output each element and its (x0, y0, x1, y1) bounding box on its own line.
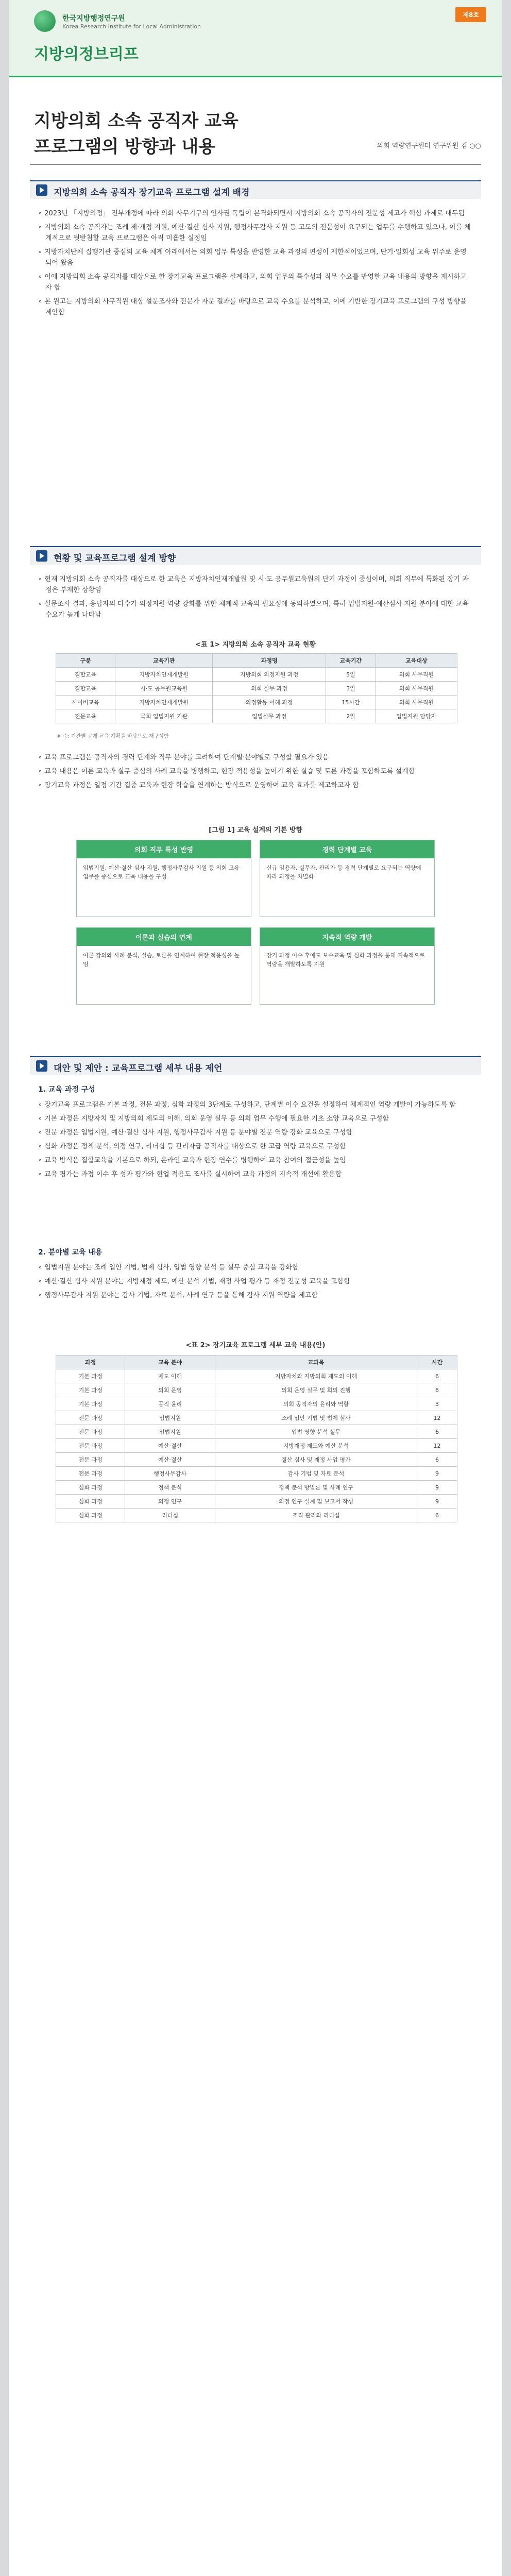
table-header: 교육 분야 (125, 1355, 215, 1369)
table-header: 구분 (56, 654, 115, 668)
table-2-caption: <표 2> 장기교육 프로그램 세부 교육 내용(안) (185, 1342, 326, 1349)
paragraph: ∘ 교육 내용은 이론 교육과 실무 중심의 사례 교육을 병행하고, 현장 적용성을 높이기 위한 실습 및 토론 과정을 포함하도록 설계함 (38, 766, 471, 777)
paragraph: ∘ 현재 지방의회 소속 공직자를 대상으로 한 교육은 지방자치인재개발원 및 시·도 공무원교육원의 단기 과정이 중심이며, 의회 직무에 특화된 장기 과정은 부재한 상황임 (38, 574, 471, 596)
table-row: 심화 과정 리더십 조직 관리와 리더십 6 (56, 1509, 457, 1522)
section-bullet-icon (36, 550, 47, 562)
table-header: 과정 (56, 1355, 125, 1369)
section-bullet-icon (36, 184, 47, 196)
paragraph: ∘ 교육 평가는 과정 이수 후 성과 평가와 현업 적용도 조사를 실시하여 교육 과정의 지속적 개선에 활용함 (38, 1169, 471, 1180)
table-row: 기본 과정 의회 운영 의회 운영 실무 및 회의 진행 6 (56, 1383, 457, 1397)
table-header: 과정명 (213, 654, 326, 668)
paragraph: ∘ 본 원고는 지방의회 사무직원 대상 설문조사와 전문가 자문 결과를 바탕으로 교육 수요를 분석하고, 이에 기반한 장기교육 프로그램의 구성 방향을 제안함 (38, 296, 471, 318)
subsection-heading: 2. 분야별 교육 내용 (38, 1248, 103, 1257)
paragraph: ∘ 입법지원 분야는 조례 입안 기법, 법제 심사, 입법 영향 분석 등 실무 중심 교육을 강화함 (38, 1262, 471, 1273)
table-header: 교과목 (215, 1355, 417, 1369)
title-line-1: 지방의회 소속 공직자 교육 (34, 111, 239, 131)
paragraph: ∘ 행정사무감사 지원 분야는 감사 기법, 자료 분석, 사례 연구 등을 통해 감사 지원 역량을 제고함 (38, 1290, 471, 1301)
table-row: 기본 과정 공직 윤리 의회 공직자의 윤리와 역할 3 (56, 1397, 457, 1411)
paragraph: ∘ 예산·결산 심사 지원 분야는 지방재정 제도, 예산 분석 기법, 재정 사업 평가 등 재정 전문성 교육을 포함함 (38, 1276, 471, 1287)
paragraph: ∘ 교육 방식은 집합교육을 기본으로 하되, 온라인 교육과 현장 연수를 병행하여 교육 참여의 접근성을 높임 (38, 1155, 471, 1166)
section-2-body-2 (38, 752, 471, 794)
title-line-2: 프로그램의 방향과 내용 (34, 137, 216, 157)
subsection-heading: 1. 교육 과정 구성 (38, 1086, 95, 1094)
section-heading-3: 대안 및 제안 : 교육프로그램 세부 내용 제언 (30, 1056, 481, 1075)
table-row: 전문 과정 예산·결산 결산 심사 및 재정 사업 평가 6 (56, 1453, 457, 1467)
brief-title: 지방의정브리프 (34, 45, 139, 63)
design-box: 의회 직무 특성 반영 입법지원, 예산·결산 심사 지원, 행정사무감사 지원 등 의회 고유 업무를 중심으로 교육 내용을 구성 (76, 840, 251, 917)
table-row: 전문 과정 입법지원 입법 영향 분석 실무 6 (56, 1425, 457, 1439)
table-1 (56, 653, 457, 723)
section-bullet-icon (36, 1060, 47, 1072)
table-row: 심화 과정 의정 연구 의정 연구 설계 및 보고서 작성 9 (56, 1495, 457, 1509)
paragraph: ∘ 2023년 「지방의정」 전부개정에 따라 의회 사무기구의 인사권 독립이 본격화되면서 지방의회 소속 공직자의 전문성 제고가 핵심 과제로 대두됨 (38, 208, 471, 219)
paragraph: ∘ 교육 프로그램은 공직자의 경력 단계와 직무 분야를 고려하여 단계별·분야별로 구성할 필요가 있음 (38, 752, 471, 763)
table-row: 전문 과정 입법지원 조례 입안 기법 및 법제 심사 12 (56, 1411, 457, 1425)
section-heading-2: 현황 및 교육프로그램 설계 방향 (30, 546, 481, 565)
table-2 (56, 1355, 457, 1522)
paragraph: ∘ 지방자치단체 집행기관 중심의 교육 체계 아래에서는 의회 업무 특성을 반영한 교육 과정의 편성이 제한적이었으며, 단기·일회성 교육 위주로 운영되어 왔음 (38, 247, 471, 268)
paragraph: ∘ 전문 과정은 입법지원, 예산·결산 심사 지원, 행정사무감사 지원 등 분야별 전문 역량 강화 교육으로 구성함 (38, 1127, 471, 1138)
table-1-note: ※ 주: 기관별 공개 교육 계획을 바탕으로 재구성함 (57, 734, 169, 739)
paragraph: ∘ 심화 과정은 정책 분석, 의정 연구, 리더십 등 관리자급 공직자를 대상으로 한 고급 역량 교육으로 구성함 (38, 1141, 471, 1152)
org-subtitle: Korea Research Institute for Local Administration (62, 23, 201, 30)
org-name: 한국지방행정연구원 (62, 14, 125, 23)
org-logo (34, 10, 201, 32)
table-row: 심화 과정 정책 분석 정책 분석 방법론 및 사례 연구 9 (56, 1481, 457, 1495)
paragraph: ∘ 기본 과정은 지방자치 및 지방의회 제도의 이해, 의회 운영 실무 등 의회 업무 수행에 필요한 기초 소양 교육으로 구성함 (38, 1113, 471, 1124)
header (9, 0, 502, 77)
paragraph: ∘ 지방의회 소속 공직자는 조례 제·개정 지원, 예산·결산 심사 지원, 행정사무감사 지원 등 고도의 전문성이 요구되는 업무를 수행하고 있으나, 이를 체계적으로 뒷받침할 교육 프로그램은 아직 미흡한 실정임 (38, 222, 471, 244)
design-box: 경력 단계별 교육 신규 임용자, 실무자, 관리자 등 경력 단계별로 요구되는 역량에 따라 과정을 차별화 (260, 840, 435, 917)
document-sheet (9, 0, 502, 2576)
table-row: 집합교육 지방자치인재개발원 지방의회 의정지원 과정 5일 의회 사무직원 (56, 668, 457, 682)
figure-1-caption: [그림 1] 교육 설계의 기본 방향 (209, 826, 302, 834)
table-1-caption: <표 1> 지방의회 소속 공직자 교육 현황 (195, 641, 316, 649)
issue-badge: 제8호 (455, 7, 486, 22)
table-header: 시간 (417, 1355, 457, 1369)
design-box: 이론과 실습의 연계 이론 강의와 사례 분석, 실습, 토론을 연계하여 현장 적용성을 높임 (76, 927, 251, 1005)
table-row: 집합교육 시·도 공무원교육원 의회 실무 과정 3일 의회 사무직원 (56, 682, 457, 696)
design-box: 지속적 역량 개발 장기 과정 이수 후에도 보수교육 및 심화 과정을 통해 지속적으로 역량을 개발하도록 지원 (260, 927, 435, 1005)
divider (30, 164, 481, 165)
section-1-body (38, 208, 471, 321)
section-3-body (38, 1099, 471, 1183)
paragraph: ∘ 장기교육 프로그램은 기본 과정, 전문 과정, 심화 과정의 3단계로 구성하고, 단계별 이수 요건을 설정하여 체계적인 역량 개발이 가능하도록 함 (38, 1099, 471, 1110)
author: 의회 역량연구센터 연구위원 김 ○○ (377, 142, 481, 150)
table-row: 전문 과정 행정사무감사 감사 기법 및 자료 분석 9 (56, 1467, 457, 1481)
paragraph: ∘ 설문조사 결과, 응답자의 다수가 의정지원 역량 강화를 위한 체계적 교육의 필요성에 동의하였으며, 특히 입법지원·예산심사 지원 분야에 대한 교육 수요가 높게 나타남 (38, 599, 471, 620)
table-row: 사이버교육 지방자치인재개발원 의정활동 이해 과정 15시간 의회 사무직원 (56, 696, 457, 709)
paragraph: ∘ 장기교육 과정은 일정 기간 집중 교육과 현장 학습을 연계하는 방식으로 운영하여 교육 효과를 제고하고자 함 (38, 780, 471, 791)
paragraph: ∘ 이에 지방의회 소속 공직자를 대상으로 한 장기교육 프로그램을 설계하고, 의회 업무의 특수성과 직무 수요를 반영한 교육 내용의 방향을 제시하고자 함 (38, 272, 471, 293)
logo-icon (34, 10, 56, 32)
table-header: 교육기관 (115, 654, 213, 668)
table-header: 교육기간 (326, 654, 376, 668)
table-row: 전문교육 국회 입법지원 기관 입법실무 과정 2일 입법지원 담당자 (56, 709, 457, 723)
page-title (34, 108, 239, 160)
table-row: 기본 과정 제도 이해 지방자치와 지방의회 제도의 이해 6 (56, 1369, 457, 1383)
section-2-body (38, 574, 471, 623)
table-header: 교육대상 (376, 654, 457, 668)
table-row: 전문 과정 예산·결산 지방재정 제도와 예산 분석 12 (56, 1439, 457, 1453)
section-3-body-2 (38, 1262, 471, 1304)
section-heading-1: 지방의회 소속 공직자 장기교육 프로그램 설계 배경 (30, 180, 481, 199)
